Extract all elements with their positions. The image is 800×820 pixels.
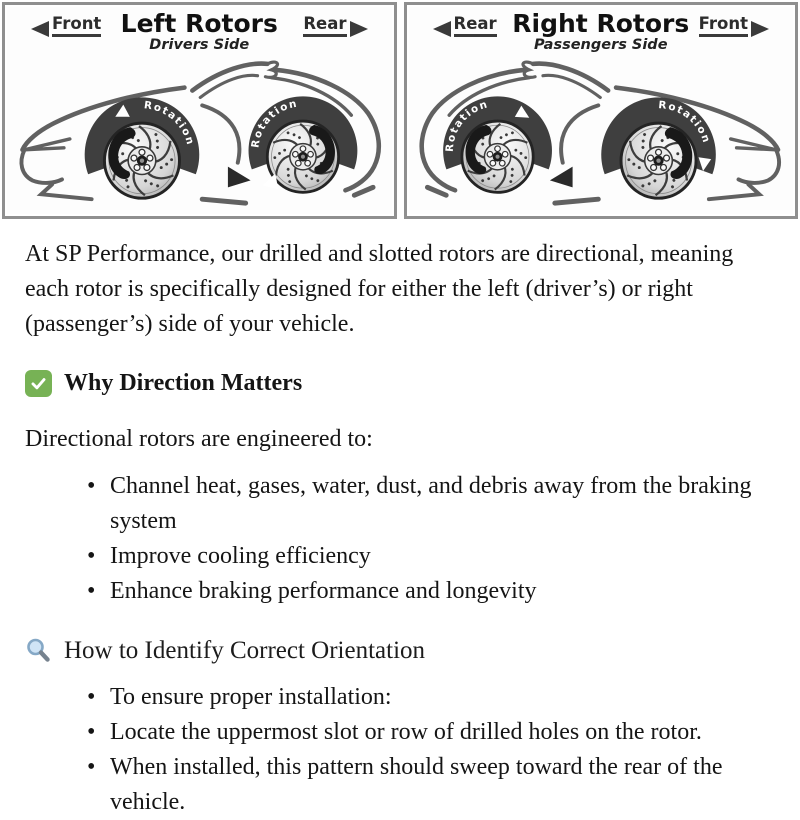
article <box>0 219 800 820</box>
benefits-list <box>25 469 775 609</box>
arrow-right-icon <box>350 21 368 37</box>
panel-title: Left Rotors <box>120 9 278 38</box>
check-mark-icon <box>25 370 52 397</box>
lead-paragraph: Directional rotors are engineered to: <box>25 426 373 452</box>
list-item: • Improve cooling efficiency <box>87 539 775 574</box>
section-heading-identify-orientation <box>25 633 775 668</box>
right-car-illustration <box>407 54 796 214</box>
section-heading-why-direction-matters <box>25 366 775 401</box>
front-direction-label <box>699 16 769 37</box>
front-direction-label <box>31 16 101 37</box>
rotation-label: Rotation <box>249 97 300 149</box>
list-item: • To ensure proper installation: <box>87 680 775 715</box>
rotation-label: Rotation <box>443 98 490 153</box>
section-heading-text: How to Identify Correct Orientation <box>64 637 426 664</box>
direction-text: Rear <box>303 16 346 37</box>
arrow-right-icon <box>751 21 769 37</box>
left-rotors-panel <box>2 2 397 219</box>
rotation-label: Rotation <box>657 99 713 146</box>
direction-text: Rear <box>454 16 497 37</box>
rotor-direction-diagram <box>0 0 800 219</box>
intro-paragraph: At SP Performance, our drilled and slotted rotors are directional, meaning each rotor is specifically designed for either the left (driver’s) or right (passenger’s) side of your vehicle. <box>25 241 734 337</box>
list-item: • Channel heat, gases, water, dust, and debris away from the braking system <box>87 469 775 539</box>
left-car-illustration <box>5 54 394 214</box>
list-item: • Enhance braking performance and longevity <box>87 574 775 609</box>
right-rotors-panel <box>404 2 799 219</box>
list-item: • When installed, this pattern should sweep toward the rear of the vehicle. <box>87 750 775 820</box>
panel-subtitle: Passengers Side <box>533 37 668 53</box>
arrow-left-icon <box>433 21 451 37</box>
direction-text: Front <box>52 16 101 37</box>
list-item: • Locate the uppermost slot or row of drilled holes on the rotor. <box>87 715 775 750</box>
rotation-label: Rotation <box>143 99 197 148</box>
arrow-left-icon <box>31 21 49 37</box>
section-heading-text: Why Direction Matters <box>64 370 303 396</box>
panel-title: Right Rotors <box>512 9 690 38</box>
rear-direction-label <box>303 16 367 37</box>
rear-direction-label <box>433 16 497 37</box>
direction-text: Front <box>699 16 748 37</box>
panel-subtitle: Drivers Side <box>149 37 250 53</box>
orientation-steps-list <box>25 680 775 820</box>
magnifying-glass-icon <box>25 637 52 664</box>
